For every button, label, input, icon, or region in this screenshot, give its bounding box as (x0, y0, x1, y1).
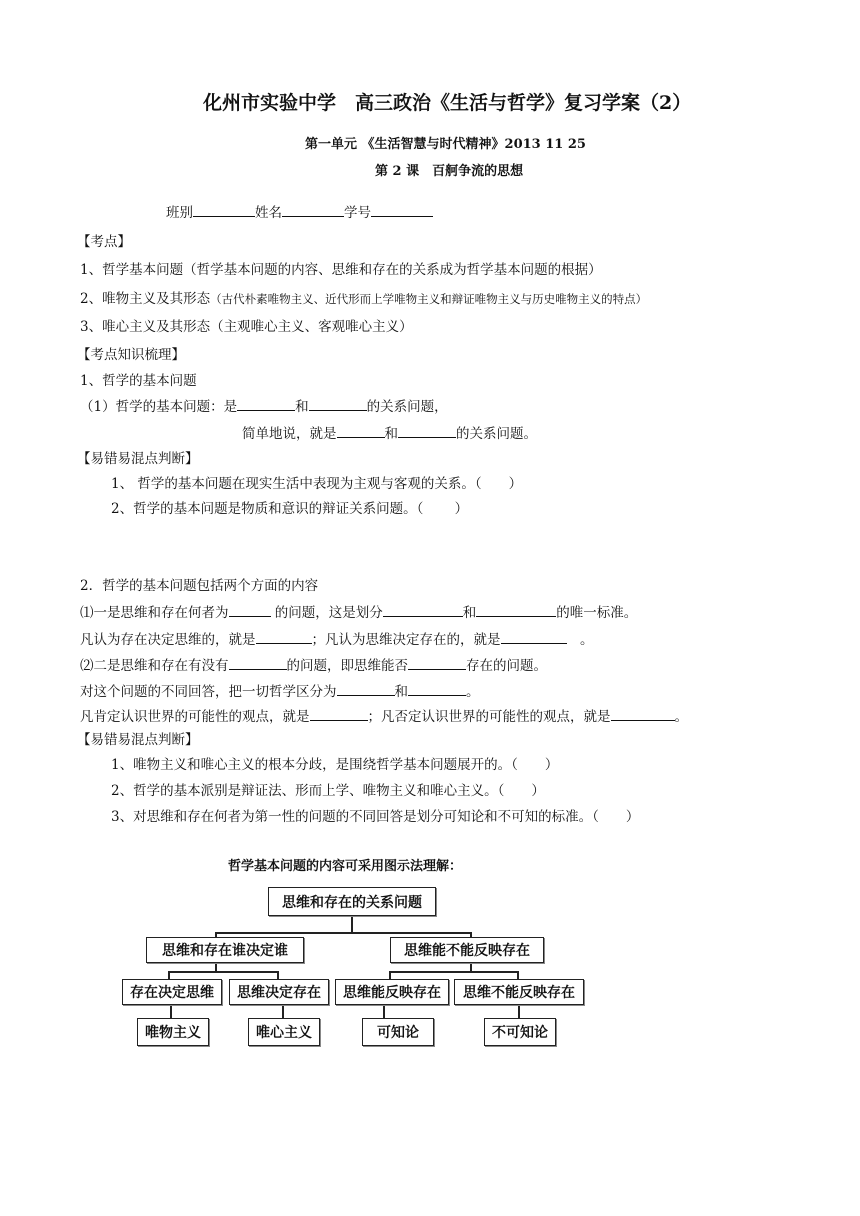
diagram-leaf-node: 存在决定思维 (122, 979, 222, 1005)
connector (389, 971, 517, 973)
question-1-line-2: 简单地说，就是 和 的关系问题。 (242, 426, 537, 442)
diagram-caption: 哲学基本问题的内容可采用图示法理解： (228, 859, 463, 874)
name-blank[interactable] (282, 203, 344, 217)
diagram-left-node: 思维和存在谁决定谁 (146, 937, 304, 963)
kaodian-item-2-note: （古代朴素唯物主义、近代形而上学唯物主义和辩证唯物主义与历史唯物主义的特点） (210, 292, 648, 306)
section-2-line-4: 对这个问题的不同回答，把一切哲学区分为 和 。 (80, 684, 480, 700)
shuli-heading: 【考点知识梳理】 (77, 347, 185, 363)
blank[interactable] (237, 397, 295, 411)
kaodian-heading: 【考点】 (77, 234, 131, 250)
section-2-line-5: 凡肯定认识世界的可能性的观点，就是 ；凡否定认识世界的可能性的观点，就是 。 (80, 709, 688, 725)
question-1-line-1: （1）哲学的基本问题：是 和 的关系问题， (80, 399, 448, 415)
connector (351, 914, 353, 932)
connector (282, 1004, 284, 1018)
id-blank[interactable] (371, 203, 433, 217)
judge-2-item-3: 3、对思维和存在何者为第一性的问题的不同回答是划分可知论和不可知的标准。（ ） (111, 809, 640, 825)
connector (170, 1004, 172, 1018)
judge-2-item-2: 2、哲学的基本派别是辩证法、形而上学、唯物主义和唯心主义。（ ） (111, 783, 545, 799)
connector (215, 932, 470, 934)
judge-1-heading: 【易错易混点判断】 (77, 451, 199, 467)
blank[interactable] (229, 656, 287, 670)
kaodian-item-2: 2、唯物主义及其形态（古代朴素唯物主义、近代形而上学唯物主义和辩证唯物主义与历史唯物主义的特点） (80, 291, 648, 307)
name-label: 姓名 (255, 205, 282, 221)
judge-1-item-2: 2、哲学的基本问题是物质和意识的辩证关系问题。（ ） (111, 501, 469, 517)
student-info (166, 203, 433, 222)
section-2-line-3: ⑵二是思维和存在有没有 的问题，即思维能否 存在的问题。 (80, 658, 547, 674)
blank[interactable] (309, 397, 367, 411)
diagram-result-node: 唯心主义 (248, 1018, 320, 1046)
blank[interactable] (398, 424, 456, 438)
class-blank[interactable] (193, 203, 255, 217)
connector (168, 971, 277, 973)
diagram-result-node: 不可知论 (484, 1018, 556, 1046)
class-label: 班别 (166, 205, 193, 221)
blank[interactable] (229, 603, 271, 617)
diagram-right-node: 思维能不能反映存在 (390, 937, 544, 963)
blank[interactable] (501, 630, 567, 644)
blank[interactable] (408, 656, 466, 670)
unit-title: 第一单元 《生活智慧与时代精神》2013 11 25 (305, 137, 586, 152)
section-2-title: 2．哲学的基本问题包括两个方面的内容 (80, 578, 319, 594)
connector (277, 971, 279, 979)
blank[interactable] (383, 603, 463, 617)
blank[interactable] (337, 682, 395, 696)
diagram-result-node: 可知论 (362, 1018, 434, 1046)
blank[interactable] (611, 707, 675, 721)
kaodian-item-1: 1、哲学基本问题（哲学基本问题的内容、思维和存在的关系成为哲学基本问题的根据） (80, 262, 602, 278)
section-2-line-1: ⑴一是思维和存在何者为 的问题，这是划分 和 的唯一标准。 (80, 605, 638, 621)
judge-2-item-1: 1、唯物主义和唯心主义的根本分歧，是围绕哲学基本问题展开的。（ ） (111, 757, 559, 773)
section-2-line-2: 凡认为存在决定思维的，就是 ；凡认为思维决定存在的，就是 。 (80, 632, 594, 648)
judge-1-item-1: 1、 哲学的基本问题在现实生活中表现为主观与客观的关系。（ ） (111, 476, 523, 492)
connector (518, 1004, 520, 1018)
diagram-result-node: 唯物主义 (137, 1018, 209, 1046)
blank[interactable] (408, 682, 466, 696)
lesson-title: 第 2 课 百舸争流的思想 (375, 164, 524, 179)
diagram-root-node: 思维和存在的关系问题 (268, 887, 436, 916)
diagram-leaf-node: 思维不能反映存在 (454, 979, 584, 1005)
blank[interactable] (337, 424, 385, 438)
kaodian-item-3: 3、唯心主义及其形态（主观唯心主义、客观唯心主义） (80, 319, 413, 335)
connector (517, 971, 519, 979)
section-1-title: 1、哲学的基本问题 (80, 373, 197, 389)
connector (168, 971, 170, 979)
id-label: 学号 (344, 205, 371, 221)
page-title: 化州市实验中学 高三政治《生活与哲学》复习学案（2） (203, 92, 692, 114)
blank[interactable] (476, 603, 556, 617)
connector (383, 1004, 385, 1018)
blank[interactable] (256, 630, 312, 644)
blank[interactable] (310, 707, 368, 721)
judge-2-heading: 【易错易混点判断】 (77, 732, 199, 748)
diagram-leaf-node: 思维能反映存在 (335, 979, 449, 1005)
connector (389, 971, 391, 979)
diagram-leaf-node: 思维决定存在 (229, 979, 329, 1005)
